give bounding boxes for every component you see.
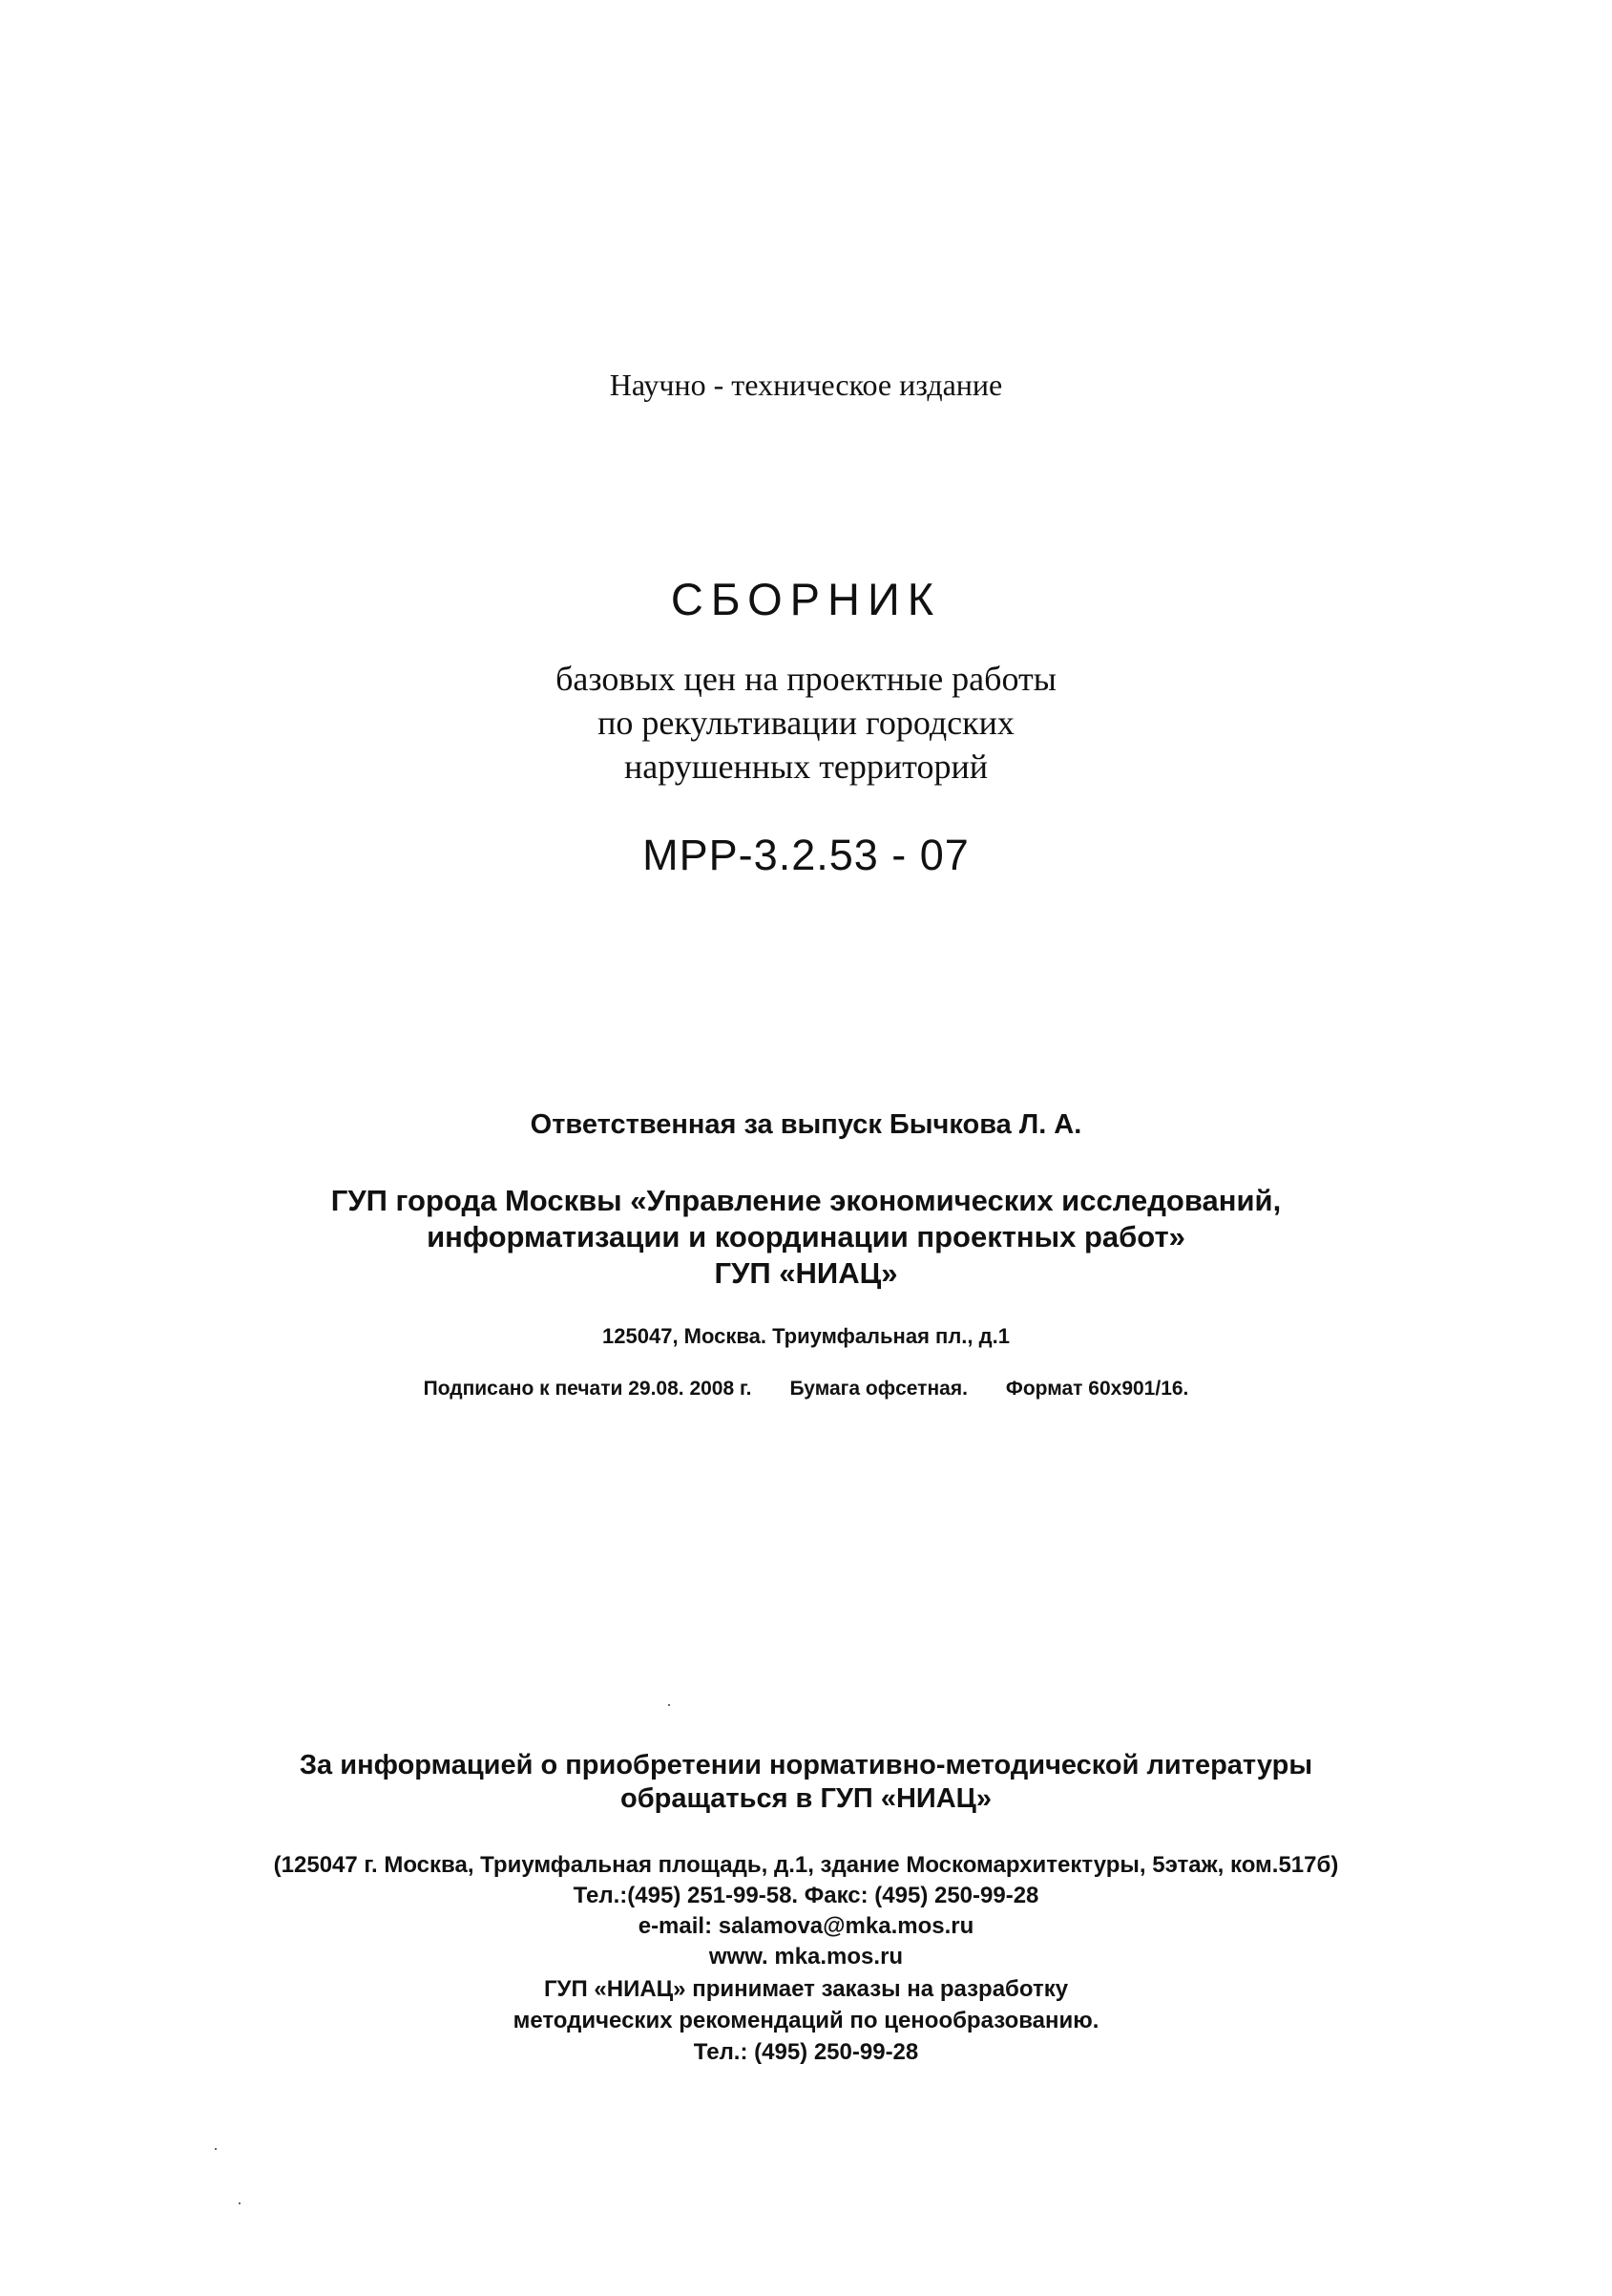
contact-email: e-mail: salamova@mka.mos.ru	[638, 1913, 974, 1939]
subtitle-line: нарушенных территорий	[624, 748, 988, 786]
scan-speck	[239, 2202, 241, 2204]
organization-address: 125047, Москва. Триумфальная пл., д.1	[602, 1324, 1010, 1348]
organization-line: ГУП города Москвы «Управление экономических исследований,	[330, 1184, 1282, 1217]
contact-phone-fax: Тел.:(495) 251-99-58. Факс: (495) 250-99-28	[573, 1883, 1039, 1908]
print-format: Формат 60x901/16.	[1005, 1378, 1189, 1400]
orders-line: методических рекомендаций по ценообразованию.	[513, 2008, 1099, 2033]
info-line: обращаться в ГУП «НИАЦ»	[620, 1783, 992, 1814]
print-signed-date: Подписано к печати 29.08. 2008 г.	[423, 1378, 752, 1400]
scan-speck	[668, 1704, 670, 1706]
contact-address: (125047 г. Москва, Триумфальная площадь, д.1, здание Москомархитектуры, 5этаж, ком.517б)	[273, 1852, 1339, 1878]
organization-line: ГУП «НИАЦ»	[714, 1256, 898, 1290]
organization-line: информатизации и координации проектных работ»	[427, 1220, 1185, 1253]
edition-type: Научно - техническое издание	[609, 368, 1003, 402]
orders-line: ГУП «НИАЦ» принимает заказы на разработку	[543, 1976, 1069, 2002]
contact-tel: Тел.: (495) 250-99-28	[693, 2039, 919, 2065]
responsible-editor: Ответственная за выпуск Бычкова Л. А.	[530, 1109, 1082, 1140]
document-code: МРР-3.2.53 - 07	[642, 831, 970, 879]
print-paper: Бумага офсетная.	[789, 1378, 968, 1400]
subtitle-line: по рекультивации городских	[597, 704, 1015, 742]
scan-speck	[215, 2148, 217, 2150]
document-title: СБОРНИК	[670, 574, 942, 624]
info-line: За информацией о приобретении нормативно-методической литературы	[299, 1750, 1313, 1780]
contact-website: www. mka.mos.ru	[708, 1944, 904, 1970]
subtitle-line: базовых цен на проектные работы	[555, 660, 1057, 698]
print-info	[0, 1378, 1612, 1401]
